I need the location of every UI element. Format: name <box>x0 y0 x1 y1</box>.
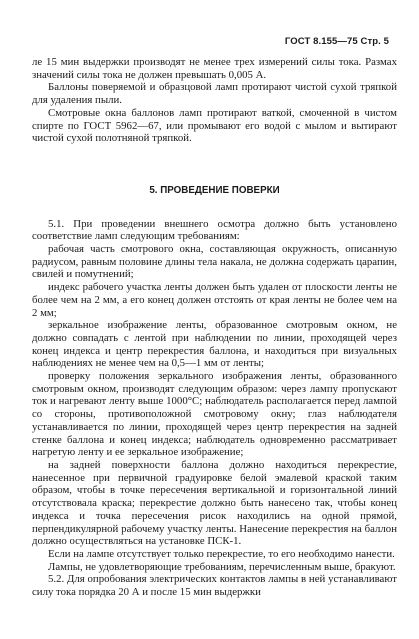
paragraph-5-2-contacts: 5.2. Для опробования электрических контактов лампы в ней устанавливают силу тока порядка 20 А и после 15 мин выдержки <box>32 573 397 599</box>
section-title: 5. ПРОВЕДЕНИЕ ПОВЕРКИ <box>149 184 280 196</box>
paragraph-crosshair: на задней поверхности баллона должно находиться перекрестие, нанесенное при первичной градуировке белой эмалевой краской таким образом, чтобы в точке пересечения вертикальной и горизонтальной линий отсутствовала краска; перекрестие должно быть нанесено так, чтобы конец индекса и точка пересечения рисок находились на одной прямой, перпендикулярной рабочему участку ленты. Нанесение перекрестия на баллон должно осуществляться на установке ПСК-1. <box>32 458 397 548</box>
paragraph-window-requirement: рабочая часть смотрового окна, составляющая окружность, описанную радиусом, равным половине длины тела накала, не должна содержать царапин, свилей и помутнений; <box>32 243 397 281</box>
paragraph-index-requirement: индекс рабочего участка ленты должен быть удален от плоскости ленты не более чем на 2 мм, а его конец должен отстоять от края ленты не более чем на 2 мм; <box>32 281 397 319</box>
paragraph-window-cleaning: Смотровые окна баллонов ламп протирают ваткой, смоченной в чистом спирте по ГОСТ 5962—67, или промывают его водой с мылом и вытирают чистой сухой полотняной тряпкой. <box>32 106 397 145</box>
paragraph-missing-crosshair: Если на лампе отсутствует только перекрестие, то его необходимо нанести. <box>48 547 395 560</box>
paragraph-5-1-intro: 5.1. При проведении внешнего осмотра должно быть установлено соответствие ламп следующим требованиям: <box>32 217 397 243</box>
paragraph-mirror-image: зеркальное изображение ленты, образованное смотровым окном, не должно совпадать с лентой при наблюдении по линии, проходящей через конец индекса и центр перекрестия баллона, и находиться при визуальных наблюдениях не менее чем на 0,5—1 мм от ленты; <box>32 319 397 370</box>
paragraph-reject: Лампы, не удовлетворяющие требованиям, перечисленным выше, бракуют. <box>48 560 396 573</box>
running-header: ГОСТ 8.155—75 Стр. 5 <box>284 36 389 47</box>
paragraph-bulb-wiping: Баллоны поверяемой и образцовой ламп протирают чистой сухой тряпкой для удаления пыли. <box>32 81 397 107</box>
paragraph-mirror-check: проверку положения зеркального изображения ленты, образованного смотровым окном, производят следующим образом: через лампу пропускают ток и нагревают ленту выше 1000°С; наблюдатель располагается перед лампой со стороны, противоположной смотровому окну; глаз наблюдателя устанавливается по линии, проходящей через центр перекрестия на задней стенке баллона и конец индекса; наблюдатель одновременно рассматривает нагретую ленту и ее зеркальное изображение; <box>32 370 397 459</box>
document-body <box>32 56 397 599</box>
paragraph-current-measurement: ле 15 мин выдержки производят не менее трех измерений силы тока. Размах значений силы тока не должен превышать 0,005 А. <box>32 56 397 81</box>
